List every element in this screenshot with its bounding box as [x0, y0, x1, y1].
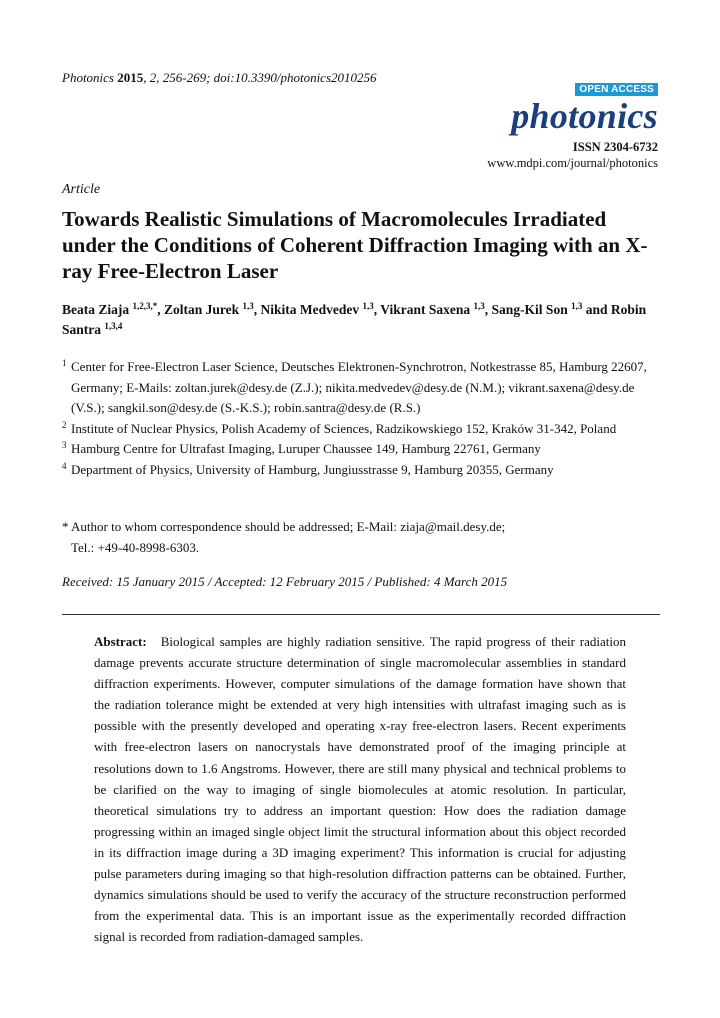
author-list [62, 300, 662, 340]
affiliation-text: Center for Free-Electron Laser Science, Deutsches Elektronen-Synchrotron, Notkestrasse 85, Hamburg 22607, Germany; E-Mails: zoltan.jurek@desy.de (Z.J.); nikita.medvedev@desy.de (N.M.); vikrant.saxena@desy.de (V.S.); sangkil.son@desy.de (S.-K.S.); robin.santra@desy.de (R.S.) [71, 359, 647, 415]
journal-logo: photonics [511, 96, 658, 136]
author-separator: , [253, 302, 261, 317]
correspondence-email: * Author to whom correspondence should be addressed; E-Mail: ziaja@mail.desy.de; [62, 519, 506, 534]
divider [62, 614, 660, 615]
paper-title: Towards Realistic Simulations of Macromolecules Irradiated under the Conditions of Coherent Diffraction Imaging with an X-ray Free-Electron Laser [62, 207, 648, 283]
abstract-label: Abstract: [94, 634, 147, 649]
affiliation-number: 2 [62, 419, 67, 430]
abstract-text: Biological samples are highly radiation sensitive. The rapid progress of their radiation damage prevents accurate structure determination of single macromolecular assemblies in standard diffraction experiments. However, computer simulations of the damage formation have shown that the radiation tolerance might be extended at very high intensities with ultrafast imaging such as is possible with the presently developed and operating x-ray free-electron lasers. Recent experiments with free-electron lasers on nanocrystals have demonstrated proof of the imaging principle at resolutions down to 1.6 Angstroms. However, there are still many physical and technical problems to be clarified on the way to imaging of single biomolecules at atomic resolution. In particular, theoretical simulations try to address an important question: How does the radiation damage progressing within an imaged single object limit the structural information about this object recorded in its diffraction image during a 3D imaging experiment? This information is crucial for adjusting pulse parameters during imaging so that high-resolution diffraction patterns can be obtained. Further, dynamics simulations should be used to verify the accuracy of the structure reconstruction performed from the experimental data. This is an important issue as the experimentally recorded diffraction signal is recorded from radiation-damaged samples. [94, 634, 626, 945]
affiliation-text: Institute of Nuclear Physics, Polish Academy of Sciences, Radzikowskiego 152, Kraków 31-342, Poland [71, 420, 617, 436]
affiliation-text: Hamburg Centre for Ultrafast Imaging, Luruper Chaussee 149, Hamburg 22761, Germany [71, 441, 541, 456]
affiliation-item [62, 357, 662, 419]
journal-year: 2015 [117, 70, 144, 85]
affiliation-item [62, 419, 662, 440]
author-affiliation-marker: 1,3 [362, 301, 374, 311]
article-type: Article [62, 182, 101, 197]
citation-details: , 2, 256-269; doi:10.3390/photonics2010256 [143, 70, 377, 85]
author-name: Robin Santra [62, 302, 647, 337]
author-affiliation-marker: 1,3 [242, 301, 254, 311]
author-separator: and [582, 302, 611, 317]
journal-website: www.mdpi.com/journal/photonics [487, 156, 658, 170]
publication-dates: Received: 15 January 2015 / Accepted: 12 February 2015 / Published: 4 March 2015 [62, 574, 508, 589]
author-affiliation-marker: 1,3,4 [104, 321, 123, 331]
author-affiliation-marker: 1,3 [473, 301, 485, 311]
affiliation-number: 3 [62, 440, 67, 450]
author-affiliation-marker: 1,3 [571, 301, 583, 311]
author-name: Beata Ziaja [62, 302, 130, 317]
author-name: Nikita Medvedev [260, 302, 360, 317]
author-name: Vikrant Saxena [380, 302, 471, 317]
affiliation-number: 4 [62, 460, 67, 471]
issn: ISSN 2304-6732 [572, 140, 658, 154]
correspondence [62, 517, 662, 558]
affiliation-item [62, 439, 662, 460]
author-separator: , [373, 302, 381, 317]
journal-citation [62, 70, 377, 86]
correspondence-phone: Tel.: +49-40-8998-6303. [71, 539, 200, 555]
author-affiliation-marker: 1,2,3,* [132, 301, 158, 311]
author-name: Zoltan Jurek [164, 302, 240, 317]
author-name: Sang-Kil Son [491, 302, 568, 317]
abstract [94, 631, 626, 947]
affiliation-number: 1 [62, 358, 67, 368]
author-separator: , [157, 302, 164, 317]
affiliation-item [62, 460, 662, 481]
affiliation-text: Department of Physics, University of Hamburg, Jungiusstrasse 9, Hamburg 20355, Germany [71, 461, 554, 477]
journal-name: Photonics [62, 70, 114, 85]
author-separator: , [484, 302, 492, 317]
open-access-badge: OPEN ACCESS [575, 83, 658, 96]
affiliations [62, 357, 662, 480]
